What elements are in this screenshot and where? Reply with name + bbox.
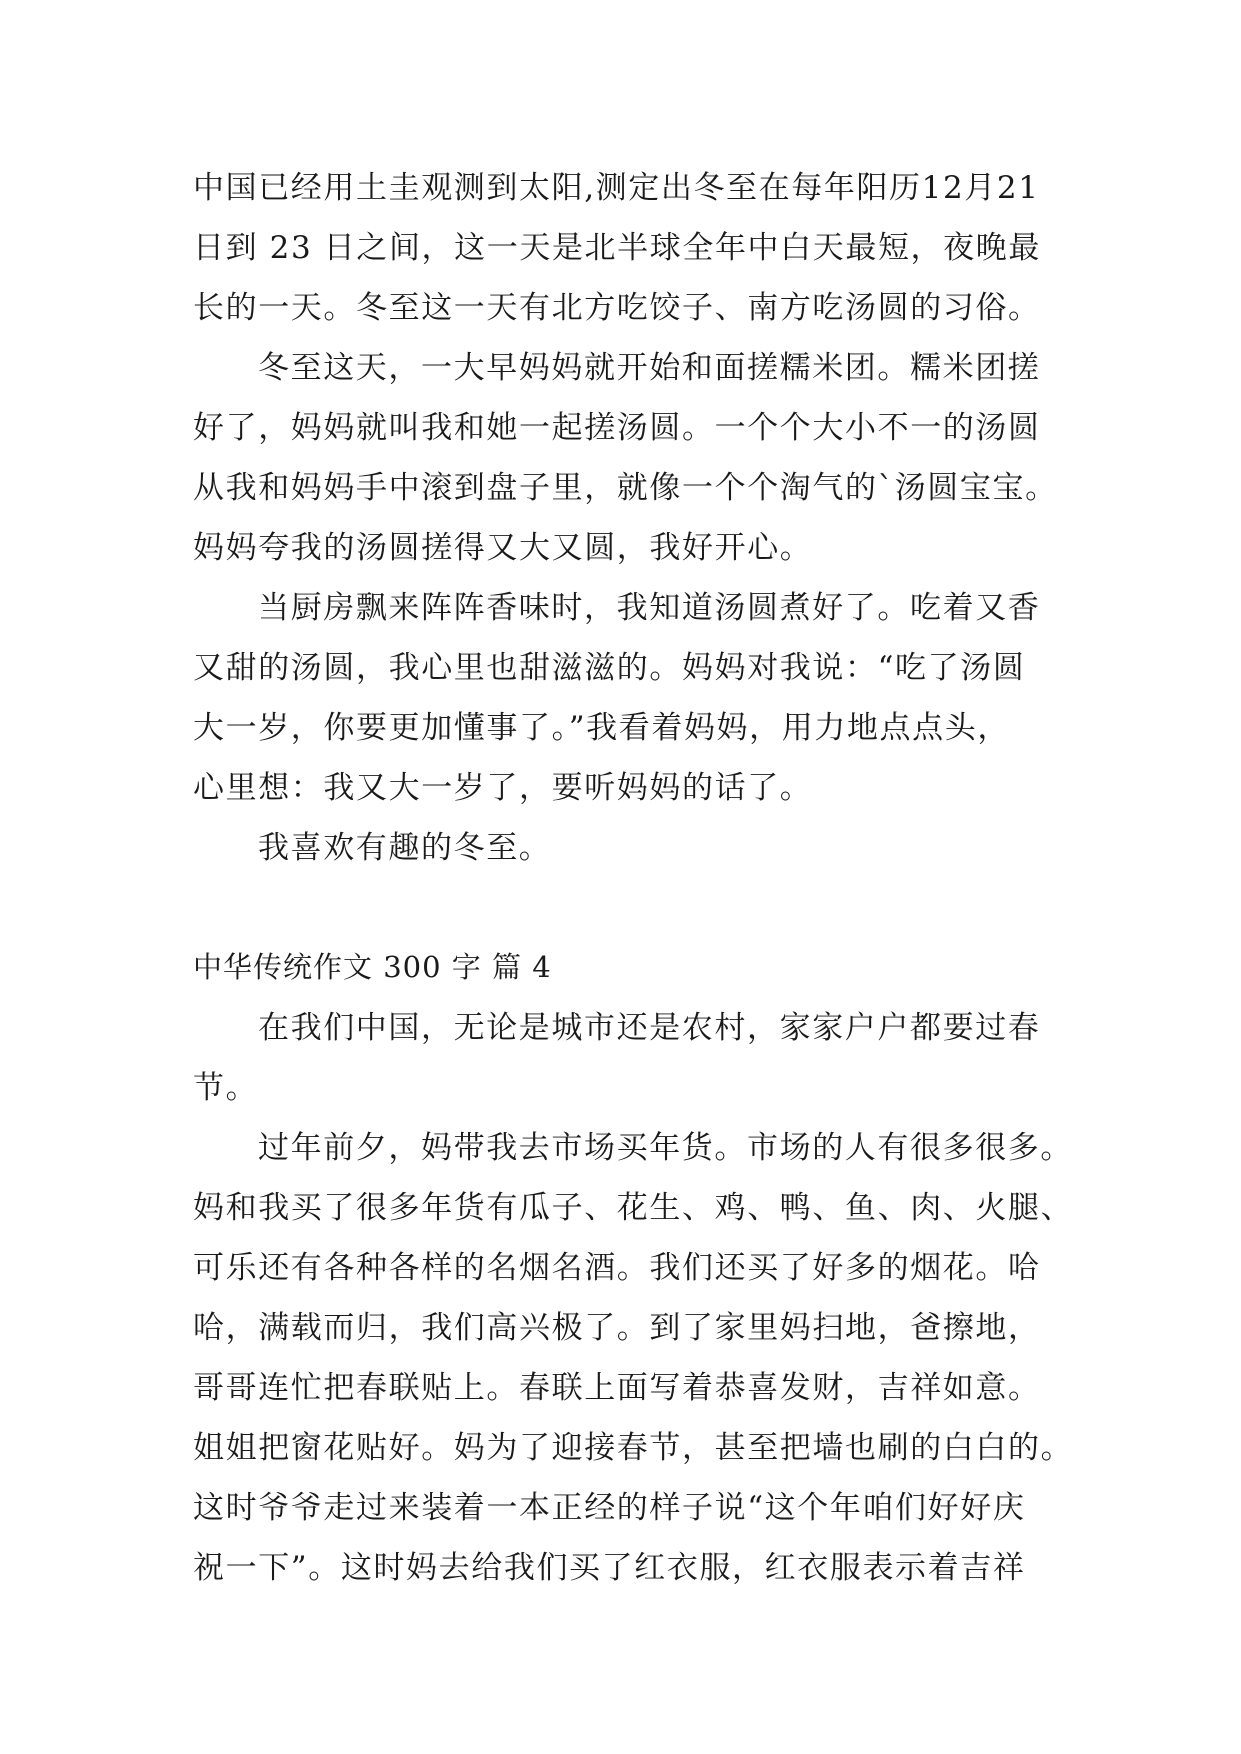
text-line: 在我们中国，无论是城市还是农村，家家户户都要过春 <box>258 1010 1041 1046</box>
text-line: 过年前夕，妈带我去市场买年货。市场的人有很多很多。 <box>258 1130 1073 1166</box>
text-line: 哈，满载而归，我们高兴极了。到了家里妈扫地，爸擦地， <box>193 1310 1041 1346</box>
text-line: 节。 <box>193 1070 259 1106</box>
section-heading: 中华传统作文 300 字 篇 4 <box>193 950 552 984</box>
text-line: 祝一下”。这时妈去给我们买了红衣服，红衣服表示着吉祥 <box>193 1550 1026 1586</box>
text-line: 大一岁，你要更加懂事了。”我看着妈妈，用力地点点头， <box>193 710 1010 746</box>
text-line: 好了，妈妈就叫我和她一起搓汤圆。一个个大小不一的汤圆 <box>193 410 1041 446</box>
text-line: 长的一天。冬至这一天有北方吃饺子、南方吃汤圆的习俗。 <box>193 290 1041 326</box>
text-line: 可乐还有各种各样的名烟名酒。我们还买了好多的烟花。哈 <box>193 1250 1041 1286</box>
text-line: 心里想：我又大一岁了，要听妈妈的话了。 <box>193 770 813 806</box>
text-line: 日到 23 日之间，这一天是北半球全年中白天最短，夜晚最 <box>193 230 1041 266</box>
text-line: 妈妈夸我的汤圆搓得又大又圆，我好开心。 <box>193 530 813 566</box>
text-line: 这时爷爷走过来装着一本正经的样子说“这个年咱们好好庆 <box>193 1490 1026 1526</box>
text-line: 妈和我买了很多年货有瓜子、花生、鸡、鸭、鱼、肉、火腿、 <box>193 1190 1074 1226</box>
text-line: 我喜欢有趣的冬至。 <box>258 830 552 866</box>
text-line: 哥哥连忙把春联贴上。春联上面写着恭喜发财，吉祥如意。 <box>193 1370 1041 1406</box>
text-line: 姐姐把窗花贴好。妈为了迎接春节，甚至把墙也刷的白白的。 <box>193 1430 1074 1466</box>
text-line: 又甜的汤圆，我心里也甜滋滋的。妈妈对我说：“吃了汤圆 <box>193 650 1026 686</box>
text-line: 中国已经用土圭观测到太阳,测定出冬至在每年阳历12月21 <box>193 170 1040 206</box>
text-line: 从我和妈妈手中滚到盘子里，就像一个个淘气的`汤圆宝宝。 <box>193 470 1058 506</box>
text-line: 冬至这天，一大早妈妈就开始和面搓糯米团。糯米团搓 <box>258 350 1041 386</box>
text-line: 当厨房飘来阵阵香味时，我知道汤圆煮好了。吃着又香 <box>258 590 1041 626</box>
